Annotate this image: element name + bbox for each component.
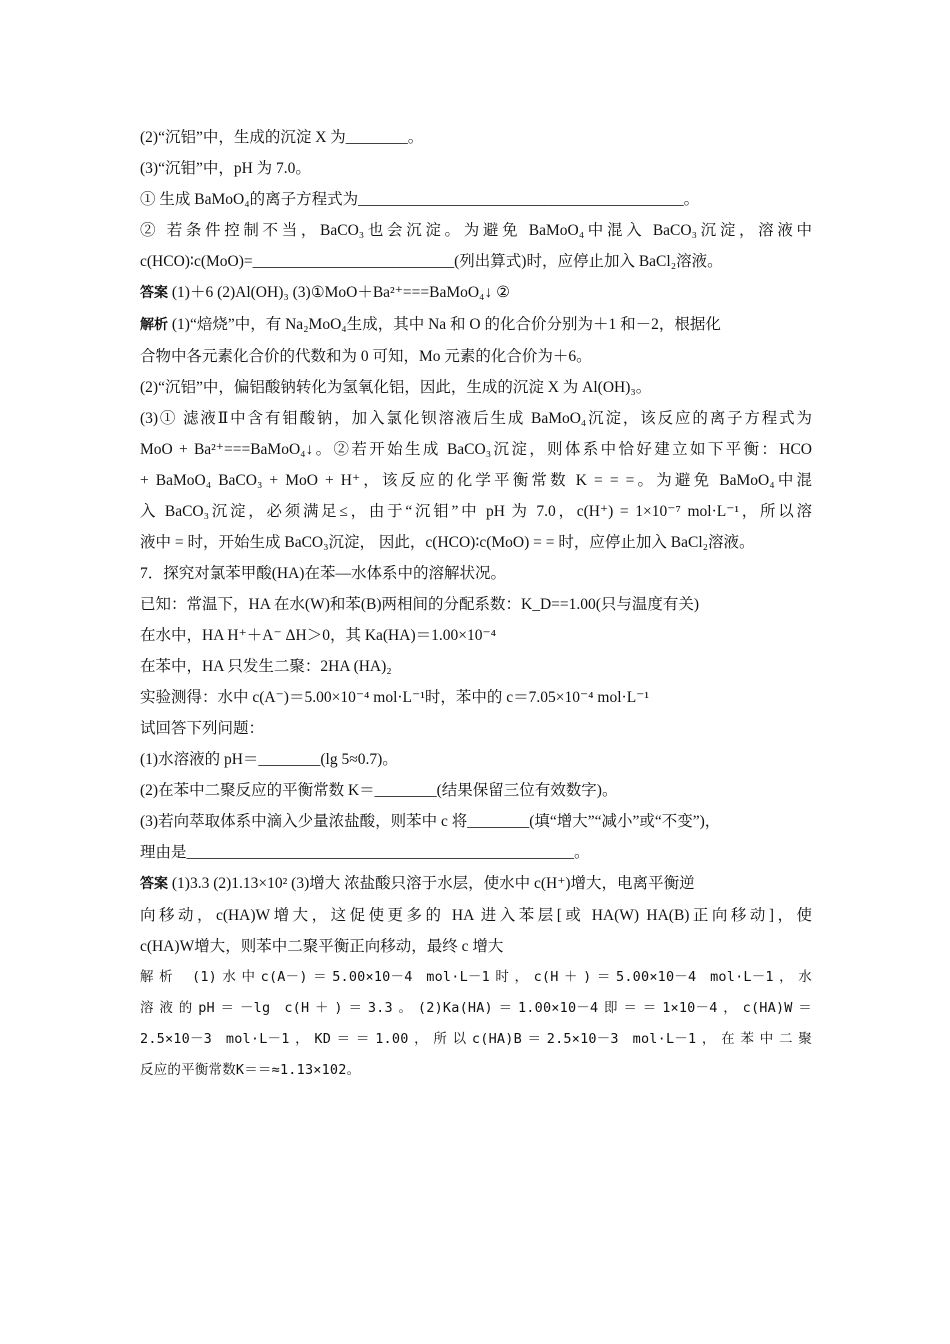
question-line: (2)在苯中二聚反应的平衡常数 K＝________(结果保留三位有效数字)。	[140, 782, 618, 799]
analysis-line: MoO + Ba²⁺===BaMoO₄↓。②若开始生成 BaCO₃沉淀，则体系中恰好建立如下平衡：HCO	[140, 441, 812, 458]
question-line: 试回答下列问题：	[140, 720, 265, 737]
question-line: (2)“沉铝”中，生成的沉淀 X 为________。	[140, 129, 424, 146]
analysis-line: 反应的平衡常数K＝＝≈1.13×102。	[140, 1062, 361, 1078]
analysis-line: 液中 = 时，开始生成 BaCO₃沉淀， 因此，c(HCO)∶c(MoO) = = 时，应停止加入 BaCl₂溶液。	[140, 534, 755, 551]
question-line: (3)若向萃取体系中滴入少量浓盐酸，则苯中 c 将________(填“增大”“减小”或“不变”)，	[140, 813, 721, 830]
analysis-line: 入 BaCO₃沉淀，必须满足≤，由于“沉钼”中 pH 为 7.0，c(H⁺) = 1×10⁻⁷ mol·L⁻¹，所以溶	[140, 503, 812, 520]
question-line: 理由是__________________________________________________。	[140, 844, 590, 861]
analysis-line	[140, 309, 812, 341]
analysis-line: + BaMoO₄ BaCO₃ + MoO + H⁺，该反应的化学平衡常数 K = = =。为避免 BaMoO₄中混	[140, 472, 812, 489]
analysis-line: 2.5×10－3 mol·L－1，KD＝＝1.00，所以c(HA)B＝2.5×10－3 mol·L－1，在苯中二聚	[140, 1031, 812, 1047]
analysis-line: (3)① 滤液Ⅱ中含有钼酸钠，加入氯化钡溶液后生成 BaMoO₄沉淀，该反应的离子方程式为	[140, 410, 812, 427]
analysis-line: 合物中各元素化合价的代数和为 0 可知，Mo 元素的化合价为＋6。	[140, 348, 592, 365]
analysis-line: (2)“沉铝”中，偏铝酸钠转化为氢氧化铝，因此，生成的沉淀 X 为 Al(OH)₃。	[140, 379, 652, 396]
answer-text: (1)3.3 (2)1.13×10² (3)增大 浓盐酸只溶于水层，使水中 c(H⁺)增大，电离平衡逆	[168, 875, 695, 892]
answer-text: (1)＋6 (2)Al(OH)₃ (3)①MoO＋Ba²⁺===BaMoO₄↓ ②	[168, 284, 510, 301]
question-line: ② 若条件控制不当，BaCO₃也会沉淀。为避免 BaMoO₄中混入 BaCO₃沉淀，溶液中	[140, 222, 812, 239]
question-line: 已知：常温下，HA 在水(W)和苯(B)两相间的分配系数：K_D==1.00(只与温度有关)	[140, 596, 700, 613]
analysis-line: 溶液的pH＝－lg c(H＋)＝3.3。(2)Ka(HA)＝1.00×10－4即＝＝1×10－4，c(HA)W＝	[140, 1000, 812, 1016]
answer-line: 向移动，c(HA)W增大，这促使更多的 HA 进入苯层[或 HA(W) HA(B)正向移动]，使	[140, 907, 812, 924]
question-line: ① 生成 BaMoO₄的离子方程式为__________________________________________。	[140, 191, 700, 208]
answer-label: 答案	[140, 285, 168, 301]
answer-label: 答案	[140, 876, 168, 892]
question-line: 在水中，HA H⁺＋A⁻ ΔH＞0，其 Ka(HA)＝1.00×10⁻⁴	[140, 627, 497, 644]
question-line: (1)水溶液的 pH＝________(lg 5≈0.7)。	[140, 751, 398, 768]
answer-line: c(HA)W增大，则苯中二聚平衡正向移动，最终 c 增大	[140, 938, 504, 955]
answer-line	[140, 277, 812, 309]
question-line: 实验测得：水中 c(A⁻)＝5.00×10⁻⁴ mol·L⁻¹时，苯中的 c＝7.05×10⁻⁴ mol·L⁻¹	[140, 689, 650, 706]
question-line: c(HCO)∶c(MoO)=__________________________(列出算式)时，应停止加入 BaCl₂溶液。	[140, 253, 723, 270]
analysis-text: (1)“焙烧”中，有 Na₂MoO₄生成，其中 Na 和 O 的化合价分别为＋1 和－2，根据化	[168, 316, 721, 333]
document-page	[140, 122, 812, 1086]
question-title: 7．探究对氯苯甲酸(HA)在苯—水体系中的溶解状况。	[140, 565, 506, 582]
question-line: (3)“沉钼”中，pH 为 7.0。	[140, 160, 311, 177]
analysis-label: 解析	[140, 317, 168, 333]
analysis-line: 解析 (1)水中c(A－)＝5.00×10－4 mol·L－1时，c(H＋)＝5.00×10－4 mol·L－1，水	[140, 969, 812, 985]
question-line: 在苯中，HA 只发生二聚：2HA (HA)₂	[140, 658, 392, 675]
answer-line	[140, 868, 812, 900]
